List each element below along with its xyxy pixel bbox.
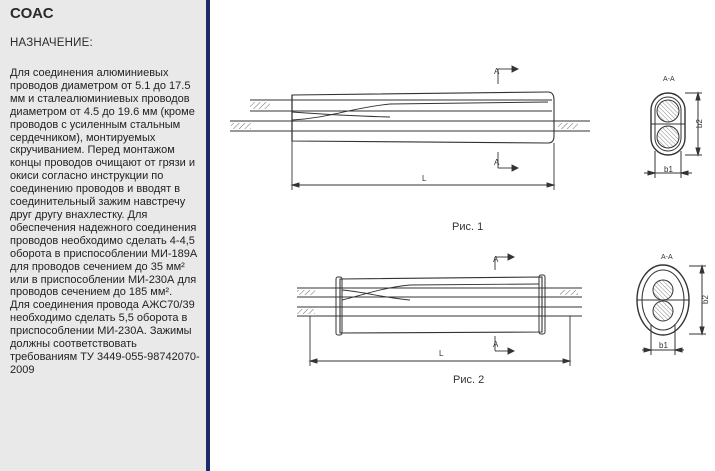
fig2-dim-b2: b2 [701,295,710,304]
fig2-section-mark-bottom: A [493,340,499,349]
description-paragraph-1: Для соединения алюминиевых проводов диаметром от 5.1 до 17.5 мм и сталеалюминиевых проводов диаметром от 4.5 до 19.6 мм (кроме проводов с усиленным стальным сердечником), монтируемых скручиванием. Перед монтажом концы проводов очищают от грязи и окиси согласно инструкции по соединению проводов и вводят в соединительный зажим навстречу друг другу внахлестку. Для обеспечения надежного соединения проводов необходимо сделать 4-4,5 оборота в приспособлении МИ-189А для проводов сечением до 35 мм² или в приспособлении МИ-230А для проводов сечением до 185 мм². [10,67,198,299]
fig1-section-mark-top: A [494,67,500,76]
fig2-section-mark-top: A [493,255,499,264]
figure-2-cross-section [637,265,706,355]
figure-1-cross-section [644,93,702,178]
technical-drawing [212,0,715,471]
fig2-section-title: A-A [661,254,673,261]
sidebar-divider [206,0,210,471]
fig2-length-label: L [439,349,444,358]
figure-1-caption: Рис. 1 [452,221,484,233]
page-title: СОАС [10,5,54,22]
fig1-section-title: A-A [663,76,675,83]
fig1-dim-b1: b1 [664,165,673,174]
fig2-dim-b1: b1 [659,341,668,350]
section-heading: НАЗНАЧЕНИЕ: [10,37,93,49]
description-paragraph-2: Для соединения провода АЖС70/39 необходимо сделать 5,5 оборота в приспособлении МИ-230А. Зажимы должны соответствовать требованиям ТУ 3449-055-98742070-2009 [10,299,200,376]
fig1-section-mark-bottom: A [494,158,500,167]
description-text [10,67,200,377]
fig1-dim-b2: b2 [695,119,704,128]
figure-1-side-view [230,66,590,190]
fig1-length-label: L [422,174,427,183]
figure-2-caption: Рис. 2 [453,374,485,386]
sidebar [0,0,206,471]
